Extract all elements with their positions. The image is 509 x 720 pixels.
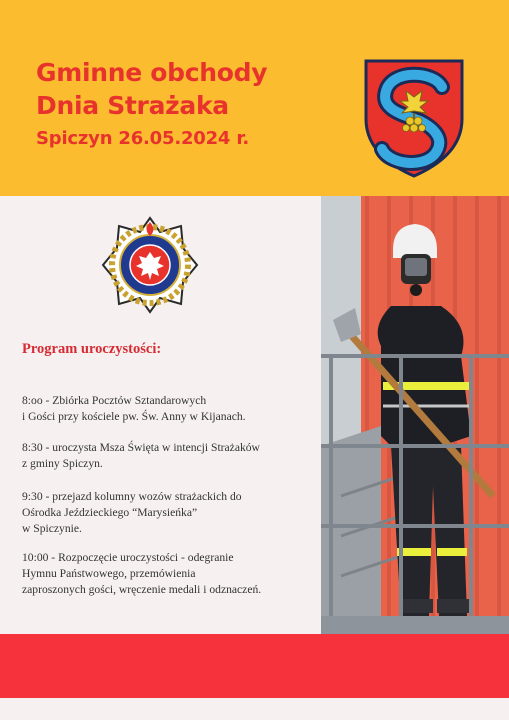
coat-of-arms-icon (362, 57, 466, 179)
program-item: 8:30 - uroczysta Msza Święta w intencji Strażaków z gminy Spiczyn. (22, 441, 260, 470)
firefighter-photo (321, 196, 509, 634)
title-line-2: Dnia Strażaka (36, 91, 229, 120)
program-item: 10:00 - Rozpoczęcie uroczystości - odegranie Hymnu Państwowego, przemówienia zaproszonych gości, wręczenie medali i odznaczeń. (22, 551, 262, 596)
footer-banner (0, 634, 509, 698)
page-title (36, 56, 267, 122)
program-item: 9:30 - przejazd kolumny wozów strażackich do Ośrodka Jeździeckiego “Marysieńka” w Spiczynie. (22, 490, 242, 535)
page-subtitle: Spiczyn 26.05.2024 r. (36, 128, 250, 149)
header-banner (0, 0, 509, 196)
program-heading: Program uroczystości: (22, 341, 162, 357)
title-line-1: Gminne obchody (36, 58, 268, 87)
program-item: 8:oo - Zbiórka Pocztów Sztandarowych i Gości przy kościele pw. Św. Anny w Kijanach. (22, 394, 246, 423)
fire-brigade-emblem-icon (101, 216, 199, 314)
